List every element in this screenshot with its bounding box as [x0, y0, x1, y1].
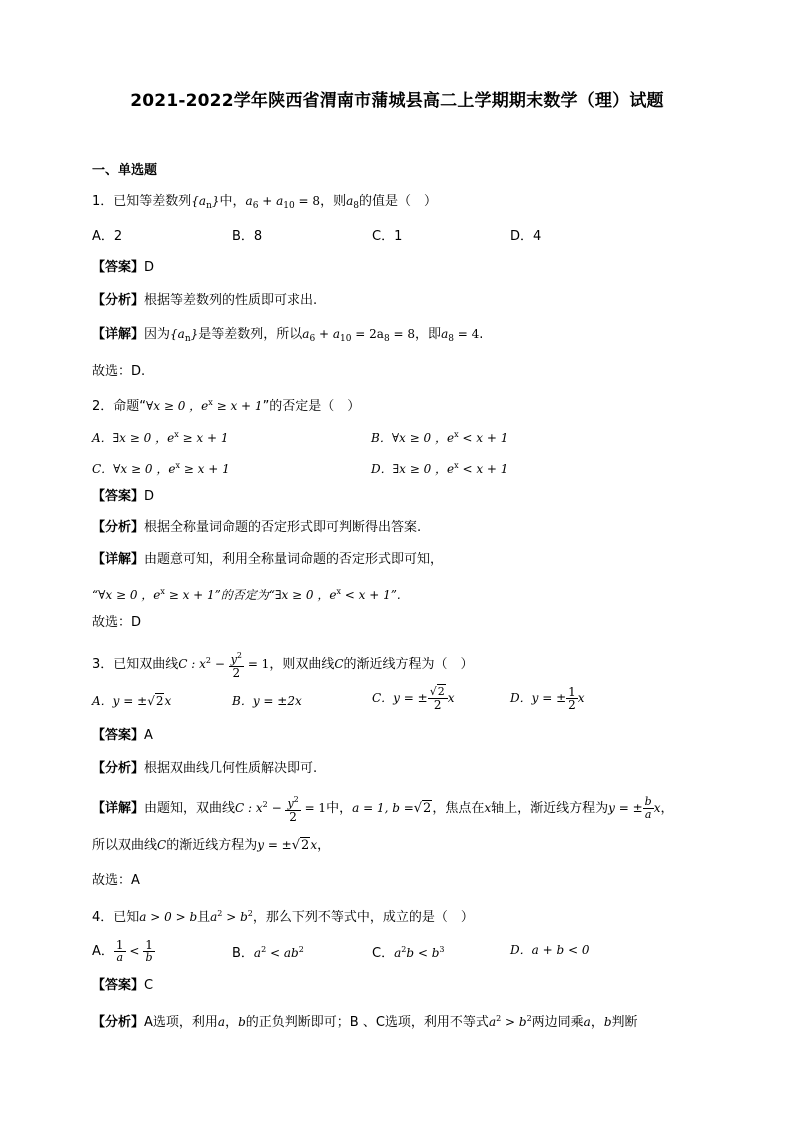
- question-3-answer: 【答案】A: [92, 728, 153, 743]
- question-3-analysis: 【分析】根据双曲线几何性质解决即可.: [92, 761, 318, 776]
- question-1-detail: 【详解】因为$\{a_n\}$是等差数列，所以$a_6 + a_{10} = 2a_8 = 8$，即$a_8 = 4$.: [92, 327, 484, 344]
- page-title: 2021-2022学年陕西省渭南市蒲城县高二上学期期末数学（理）试题: [130, 91, 664, 111]
- question-3-option-d: D．y = ± $\frac{1}{2}$ x: [510, 685, 585, 712]
- question-2-analysis: 【分析】根据全称量词命题的否定形式即可判断得出答案.: [92, 520, 422, 535]
- question-2-option-d: D．∃x ≥ 0 ，$e^x < x + 1$: [371, 461, 509, 476]
- question-2-detail-line2: “∀x ≥ 0 ，$e^x \ge x + 1$”的否定为“∃x ≥ 0 ，$e^x < x + 1$”.: [92, 587, 401, 602]
- question-1-answer: 【答案】D: [92, 260, 155, 275]
- question-3-conclusion: 故选：A: [92, 873, 140, 888]
- question-1-stem: 1．已知等差数列$\{a_n\}$中，$a_6 + a_{10} = 8$，则$a_8$的值是（ ）: [92, 194, 437, 211]
- question-2-stem: 2．命题“∀x ≥ 0 ，$e^x \ge x + 1$”的否定是（ ）: [92, 398, 361, 414]
- question-2-option-b: B．∀x ≥ 0 ，$e^x < x + 1$: [371, 430, 509, 445]
- question-3-detail: 【详解】由题知，双曲线C : $x^2$ − $\frac{y^2}{2}$ = 1中，a = 1, b =√2，焦点在x轴上，渐近线方程为y = ± $\frac{b}{a}$ x，: [92, 795, 674, 824]
- question-3-detail-line2: 所以双曲线C的渐近线方程为y = ±√2x，: [92, 838, 331, 853]
- question-4-option-b: B．$a^2 < ab^2$: [232, 945, 304, 961]
- question-1-analysis: 【分析】根据等差数列的性质即可求出.: [92, 293, 318, 308]
- question-2-option-c: C．∀x ≥ 0 ，$e^x \ge x + 1$: [92, 461, 230, 476]
- question-1-option-b: B．8: [232, 229, 263, 244]
- question-3-option-a: A．y = ±√2x: [92, 694, 172, 708]
- question-3-option-c: C．y = ± $\frac{√2}{2}$ x: [372, 685, 455, 712]
- question-4-option-a: A． $\frac{1}{a}$ < $\frac{1}{b}$: [92, 938, 153, 964]
- question-2-option-a: A．∃x ≥ 0 ，$e^x \ge x + 1$: [92, 430, 229, 445]
- question-4-option-d: D．a + b < 0: [510, 943, 590, 957]
- question-1-option-d: D．4: [510, 229, 542, 244]
- question-4-stem: 4．已知a > 0 > b且$a^2 > b^2$，那么下列不等式中，成立的是（ ）: [92, 909, 474, 925]
- question-4-analysis: 【分析】A选项，利用a，b的正负判断即可；B 、C选项，利用不等式$a^2 > b^2$两边同乘a，b判断: [92, 1014, 638, 1030]
- question-4-option-c: C．$a^2b < b^3$: [372, 945, 445, 961]
- question-4-answer: 【答案】C: [92, 978, 154, 993]
- question-1-option-c: C．1: [372, 229, 403, 244]
- question-2-detail: 【详解】由题意可知，利用全称量词命题的否定形式即可知，: [92, 552, 444, 567]
- section-heading: 一、单选题: [92, 163, 158, 178]
- question-1-option-a: A．2: [92, 229, 123, 244]
- question-3-option-b: B．y = ±2x: [232, 694, 302, 708]
- question-2-conclusion: 故选：D: [92, 615, 142, 630]
- question-1-conclusion: 故选：D.: [92, 364, 146, 379]
- question-2-answer: 【答案】D: [92, 489, 155, 504]
- question-3-stem: 3．已知双曲线C : $x^2$ − $\frac{y^2}{2}$ = 1，则双曲线C的渐近线方程为（ ）: [92, 651, 474, 680]
